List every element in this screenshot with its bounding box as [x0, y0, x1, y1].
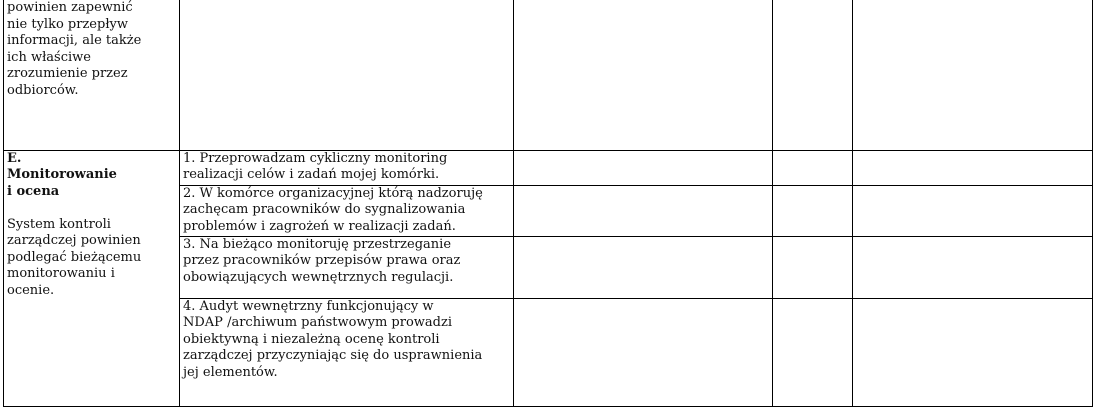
empty-cell	[773, 185, 853, 236]
item-cell-3	[180, 236, 514, 298]
table-row	[4, 0, 1093, 150]
empty-cell	[853, 185, 1093, 236]
item-text-1: 1. Przeprowadzam cykliczny monitoring realizacji celów i zadań mojej komórki.	[183, 150, 448, 182]
item-cell-2	[180, 185, 514, 236]
empty-cell	[853, 0, 1093, 150]
item-text-3: 3. Na bieżąco monitoruję przestrzeganie przez pracowników przepisów prawa oraz obowiązujących wewnętrznych regulacji.	[183, 236, 461, 285]
item-text-2: 2. W komórce organizacyjnej którą nadzoruję zachęcam pracowników do sygnalizowania problemów i zagrożeń w realizacji zadań.	[183, 185, 483, 234]
continuation-text: powinien zapewnić nie tylko przepływ informacji, ale także ich właściwe zrozumienie przez odbiorców.	[7, 0, 142, 98]
section-e-heading: E. Monitorowanie i ocena	[7, 150, 117, 199]
item-text-4: 4. Audyt wewnętrzny funkcjonujący w NDAP /archiwum państwowym prowadzi obiektywną i niezależną ocenę kontroli zarządczej przyczyniając się do usprawnienia jej elementów.	[183, 298, 483, 380]
item-cell-1	[180, 150, 514, 185]
self-assessment-table	[3, 0, 1093, 407]
empty-cell	[773, 236, 853, 298]
empty-cell	[180, 0, 514, 150]
empty-cell	[514, 236, 773, 298]
spacer	[7, 200, 176, 217]
empty-cell	[853, 236, 1093, 298]
empty-cell	[514, 0, 773, 150]
item-cell-4	[180, 298, 514, 406]
section-e-description: System kontroli zarządczej powinien podlegać bieżącemu monitorowaniu i ocenie.	[7, 216, 142, 298]
empty-cell	[514, 150, 773, 185]
section-e-cell	[4, 150, 180, 406]
continuation-cell	[4, 0, 180, 150]
table-row	[4, 150, 1093, 185]
empty-cell	[773, 0, 853, 150]
empty-cell	[773, 150, 853, 185]
empty-cell	[773, 298, 853, 406]
empty-cell	[853, 298, 1093, 406]
empty-cell	[853, 150, 1093, 185]
empty-cell	[514, 185, 773, 236]
empty-cell	[514, 298, 773, 406]
